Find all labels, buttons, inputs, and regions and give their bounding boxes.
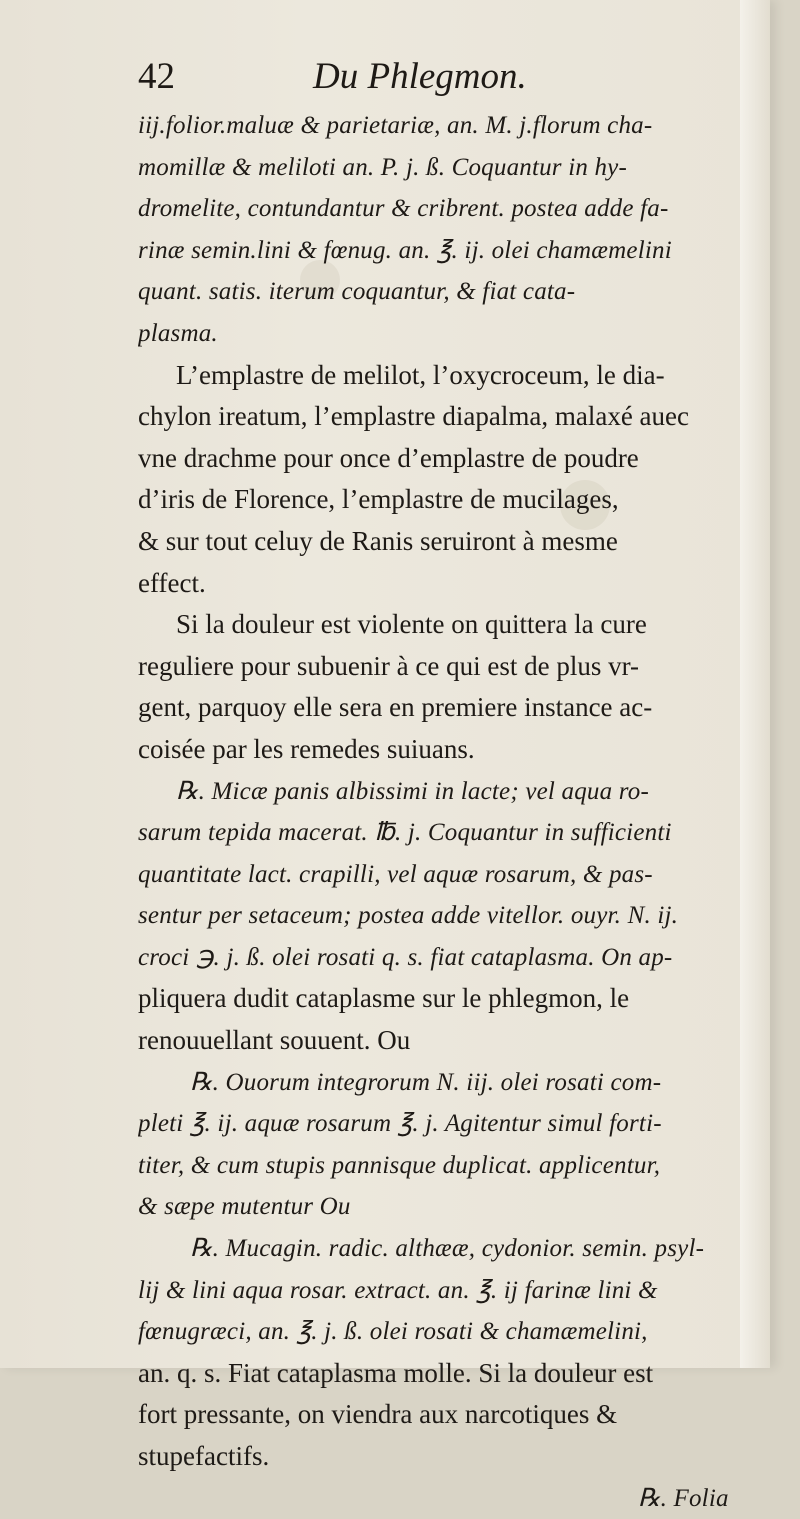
text-line: stupefactifs. — [138, 1441, 270, 1471]
text-line: quantitate lact. crapilli, vel aquæ rosarum, & pas- — [138, 860, 653, 888]
text-line: ℞. Mucagin. radic. althææ, cydonior. semin. psyl- — [190, 1235, 705, 1263]
text-line: iij.folior.maluæ & parietariæ, an. M. j.florum cha- — [138, 112, 653, 139]
catchword: ℞. Folia — [638, 1484, 729, 1512]
text-line: Si la douleur est violente on quittera la cure — [176, 609, 647, 640]
text-line: sarum tepida macerat. ℔. j. Coquantur in sufficienti — [138, 819, 672, 847]
text-line: effect. — [138, 567, 206, 598]
text-line: fort pressante, on viendra aux narcotiques & — [138, 1399, 618, 1430]
text-line: renouuellant souuent. Ou — [138, 1025, 411, 1056]
text-line: reguliere pour subuenir à ce qui est de plus vr- — [138, 650, 640, 681]
text-line: coisée par les remedes suiuans. — [138, 733, 475, 764]
text-line: pliquera dudit cataplasme sur le phlegmon, le — [138, 983, 630, 1014]
text-line: croci ℈. j. ß. olei rosati q. s. fiat cataplasma. On ap- — [138, 943, 673, 971]
text-line: rinæ semin.lini & fœnug. an. ℥. ij. olei chamæmelini — [138, 236, 672, 264]
text-line: pleti ℥. ij. aquæ rosarum ℥. j. Agitentur simul forti- — [138, 1110, 662, 1138]
text-line: d’iris de Florence, l’emplastre de mucilages, — [138, 484, 619, 515]
text-line: & sæpe mutentur Ou — [138, 1193, 351, 1221]
text-line: titer, & cum stupis pannisque duplicat. applicentur, — [138, 1151, 661, 1179]
text-line: momillæ & meliloti an. P. j. ß. Coquantur in hy- — [138, 153, 628, 181]
text-line: quant. satis. iterum coquantur, & fiat cata- — [138, 278, 576, 306]
text-line: lij & lini aqua rosar. extract. an. ℥. ij farinæ lini & — [138, 1276, 658, 1304]
running-title: Du Phlegmon. — [313, 56, 527, 97]
body-text — [138, 105, 768, 1519]
page-header — [138, 52, 758, 102]
text-line: L’emplastre de melilot, l’oxycroceum, le dia- — [176, 359, 665, 390]
text-line: dromelite, contundantur & cribrent. postea adde fa- — [138, 195, 669, 223]
text-line: ℞. Micæ panis albissimi in lacte; vel aqua ro- — [176, 777, 649, 805]
text-line: gent, parquoy elle sera en premiere instance ac- — [138, 692, 653, 723]
text-line: ℞. Ouorum integrorum N. iij. olei rosati com- — [190, 1068, 662, 1096]
page-number: 42 — [138, 56, 175, 97]
text-line: chylon ireatum, l’emplastre diapalma, malaxé auec — [138, 401, 690, 432]
text-line: fœnugræci, an. ℥. j. ß. olei rosati & chamæmelini, — [138, 1318, 648, 1346]
text-line: an. q. s. Fiat cataplasma molle. Si la douleur est — [138, 1357, 654, 1388]
text-line: & sur tout celuy de Ranis seruiront à mesme — [138, 525, 618, 556]
text-line: sentur per setaceum; postea adde vitellor. ouyr. N. ij. — [138, 902, 679, 930]
text-line: vne drachme pour once d’emplastre de poudre — [138, 442, 639, 473]
text-line: plasma. — [138, 319, 218, 347]
